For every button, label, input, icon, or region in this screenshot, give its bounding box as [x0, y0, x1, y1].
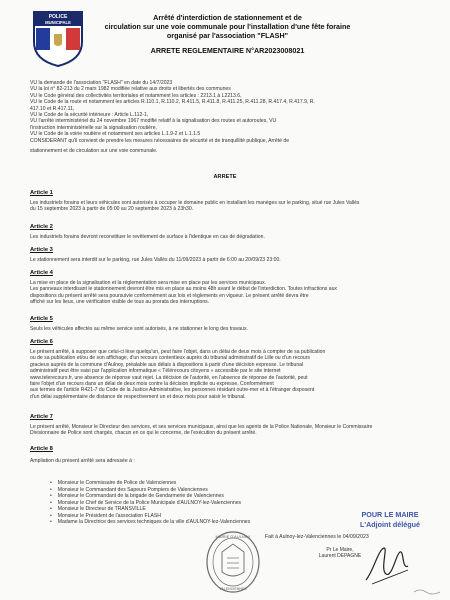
title-line-3: organisé par l'association "FLASH" — [166, 31, 289, 40]
police-municipale-badge-icon — [30, 8, 86, 68]
recipient-item: • Monsieur le Président de l'association FLASH — [50, 513, 250, 520]
article-line: affiché sur les lieux, une vérification visible de tous au prorata des interruptions. — [30, 299, 210, 306]
title-line-2: circulation sur une voie communale pour l'installation d'une fête foraine — [104, 22, 351, 31]
vu-line: VU le Code général des collectivités territoriales et notamment les articles : 2213.1 à L2213.6, — [30, 92, 242, 99]
article-line: La mise en place de la signalisation et la réglementation sera mise en place par les services municipaux. — [30, 280, 267, 286]
article-line: du 15 septembre 2023 à partir de 05:00 au 20 septembre 2023 à 23h30. — [30, 206, 194, 213]
recipient-item: • Madame la Directrice des services techniques de la ville d'AULNOY-lez-Valenciennes — [50, 519, 250, 526]
article-line: Le stationnement sera interdit sur le parking, rue Jules Vallès du 11/09/2023 à partir de 6:00 au 20/09/23 23:00. — [30, 257, 281, 263]
vu-line: stationnement et de circulation sur une voie communale. — [30, 148, 158, 155]
article-line: Seuls les véhicules affectés au même service sont autorisés, à ne stationner le long des travaux. — [30, 326, 248, 332]
article-2-title: Article 2 — [30, 224, 53, 230]
arrete-reference: ARRETE REGLEMENTAIRE N°AR2023008021 — [150, 46, 305, 55]
vu-line: VU le Code de la voirie routière et notamment ses articles L.1.9-2 et L.1.1.5 — [30, 131, 201, 138]
article-line: gracieux auprès de la commune d'Aulnoy, préalable aux délais à dispositions à partir d'une décision expresse. Le tribunal — [30, 361, 304, 368]
article-line: Ampliation du présent arrêté sera adressée à : — [30, 458, 135, 464]
recipient-item: • Monsieur le Chef de Service de la Police Municipale d'AULNOY-lez-Valenciennes — [50, 500, 250, 507]
article-3-body — [30, 257, 422, 263]
article-line: Les industriels forains devront reconstituer le revêtement de surface à l'identique en cas de dégradation. — [30, 234, 265, 240]
signer-name: Laurent DEPAGNE — [318, 553, 362, 560]
vu-line: VU le Code de la route et notamment les articles R.110.1, R.110.2, R.411.5, R.411.8, R.411.25, R.411.28, R.417.4, R.417.9, R. — [30, 99, 315, 106]
recipient-item: • Monsieur le Commandant de la brigade de Gendarmerie de Valenciennes — [50, 493, 250, 500]
vu-line: 417.10 et R.417.11, — [30, 105, 75, 112]
article-8-body — [30, 458, 422, 464]
article-line: ou de sa publication et/ou de son affichage, d'un recours contentieux auprès du tribunal administratif de Lille ou d'un recours — [30, 355, 310, 362]
vu-line: VU le Code de la sécurité intérieure : Article L.112-1, — [30, 112, 149, 119]
vu-list — [30, 80, 422, 154]
vu-line: VU l'arrêté interministériel du 24 novembre 1967 modifié relatif à la signalisation des routes et autoroutes, VU — [30, 118, 277, 125]
article-line: aux termes de l'article R421-7 du Code de la Justice Administrative, les personnes résidant outre-mer et à l'étranger disposent — [30, 387, 315, 394]
vu-line: CONSIDERANT qu'il convient de prendre les mesures nécessaires de sécurité et de tranquillité publique, Arrêté de — [30, 137, 290, 144]
signer-role: Pr Le Maire, — [326, 547, 354, 553]
article-1-title: Article 1 — [30, 190, 53, 196]
article-5-title: Article 5 — [30, 316, 53, 322]
stamp-line-1: POUR LE MAIRE — [361, 510, 419, 519]
article-line: d'un délai supplémentaire de distance de respectivement un et deux mois pour saisir le tribunal. — [30, 393, 246, 400]
place-date: Fait à Aulnoy-lez-Valenciennes le 04/09/2023 — [265, 534, 369, 540]
article-6-body — [30, 349, 422, 400]
article-line: Le présent arrêté, Monsieur le Directeur des services, et ses services municipaux, ainsi que les agents de la Police Nationale, Monsieur le Commissaire — [30, 424, 373, 430]
article-6-title: Article 6 — [30, 339, 53, 345]
article-7-body — [30, 424, 422, 437]
article-1-body — [30, 200, 422, 213]
vu-line: VU la loi n° 82-213 du 2 mars 1982 modifiée relative aux droits et libertés des communes — [30, 86, 231, 93]
mayor-stamp — [352, 510, 428, 530]
document-title — [95, 13, 360, 55]
article-line: faire l'objet d'un recours dans un délai de deux mois contre la décision implicite ou expresse. Conformément — [30, 381, 274, 388]
title-line-1: Arrêté d'interdiction de stationnement et de — [153, 13, 302, 22]
article-line: Les panneaux interdisant le stationnement devront être mis en place au moins 48h avant le début de l'interdiction. Toutes infractions aux — [30, 286, 337, 293]
scan-mark-icon — [412, 586, 442, 596]
municipal-seal-icon — [205, 530, 261, 594]
recipient-item: • Monsieur le Directeur de TRANSVILLE — [50, 506, 250, 513]
article-2-body — [30, 234, 422, 240]
article-line: Le présent arrêté, à supposer que celui-ci lèse quelqu'un, peut faire l'objet, dans un délai de deux mois à compter de sa publication — [30, 349, 326, 355]
article-4-title: Article 4 — [30, 270, 53, 276]
article-8-title: Article 8 — [30, 446, 53, 452]
vu-line: l'instruction interministérielle sur la signalisation routière, — [30, 124, 157, 131]
article-4-body — [30, 280, 422, 306]
recipient-list — [50, 480, 250, 526]
svg-text:MUNICIPALE: MUNICIPALE — [45, 20, 71, 25]
svg-text:POLICE: POLICE — [48, 14, 68, 20]
article-line: Divisionnaire de Police sont chargés, chacun en ce qui le concerne, de l'exécution du présent arrêté. — [30, 430, 257, 437]
article-3-title: Article 3 — [30, 247, 53, 253]
vu-line: VU la demande de l'association "FLASH" en date du 14/7/2023 — [30, 80, 173, 86]
seal-text-bottom: VALENCIENNES — [219, 587, 247, 591]
article-5-body — [30, 326, 422, 332]
article-7-title: Article 7 — [30, 414, 53, 420]
seal-text-top: MAIRIE D'AULNOY — [215, 534, 251, 539]
stamp-line-2: L'Adjoint délégué — [359, 520, 420, 529]
handwritten-signature-icon — [362, 540, 414, 588]
article-line: administratif peut être saisi par l'application informatique « Télérecours citoyens » accessible par le site internet — [30, 368, 281, 375]
article-line: www.telerecours.fr, une absence de réponse vaut rejet. La décision de l'autorité, en l'absence de réponse de l'autorité, peut — [30, 374, 308, 381]
recipient-item: • Monsieur le Commissaire de Police de Valenciennes — [50, 480, 250, 487]
article-line: dispositions du présent arrêté sera poursuivie conformément aux lois et règlements en vigueur. Le présent arrêté devra être — [30, 292, 309, 299]
arrete-heading: ARRETE — [213, 174, 237, 180]
article-line: Les industriels forains et leurs véhicules sont autorisés à occuper le domaine public en installant les manèges sur le parking, situé rue Jules Vallès — [30, 200, 360, 206]
recipient-item: • Monsieur le Commandant des Sapeurs Pompiers de Valenciennes — [50, 487, 250, 494]
